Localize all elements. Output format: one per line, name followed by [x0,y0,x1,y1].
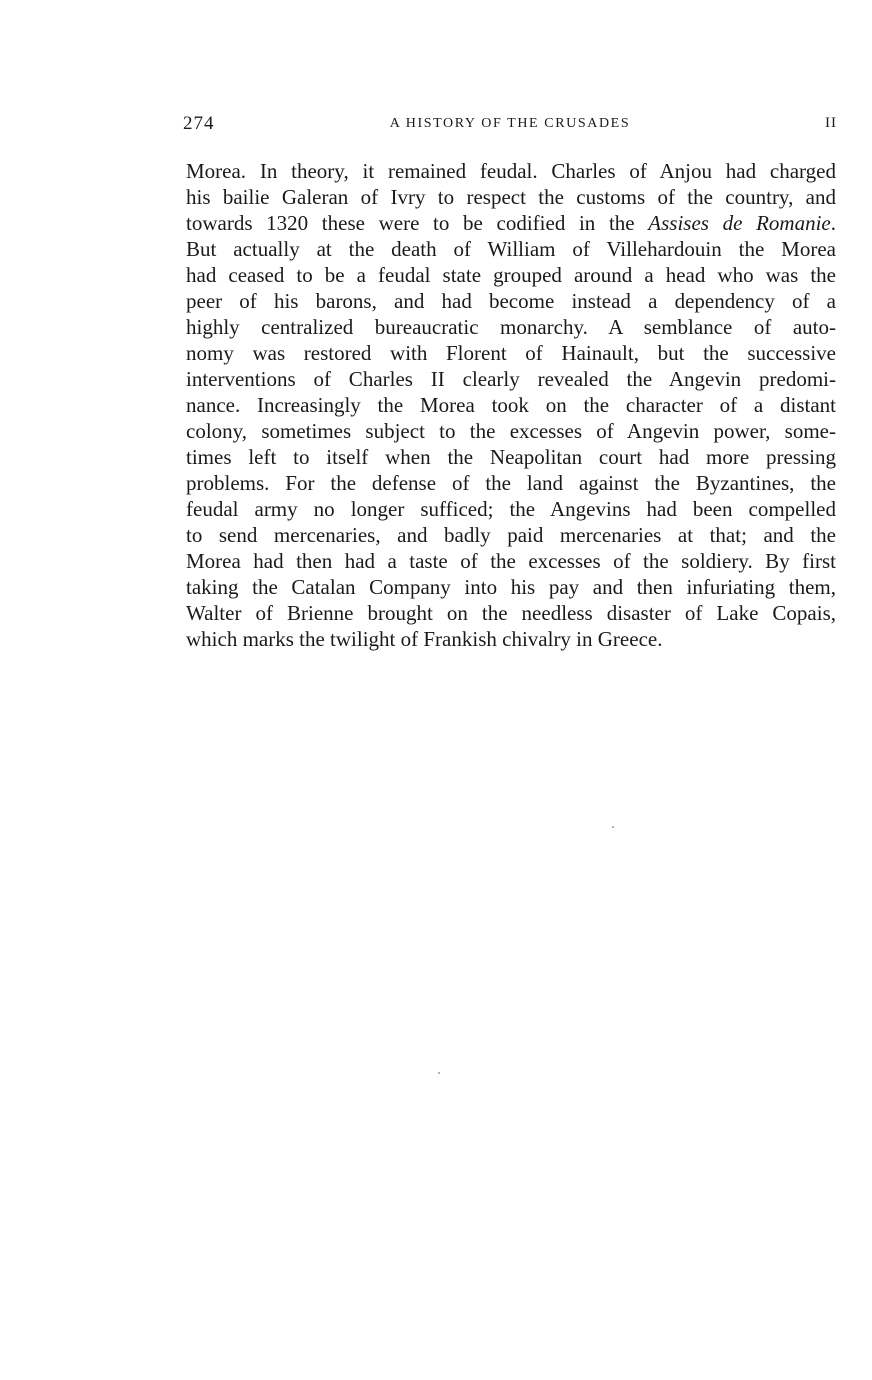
text-line: nance. Increasingly the Morea took on the character of a distant [186,393,836,417]
text-line: interventions of Charles II clearly revealed the Angevin predomi- [186,367,836,391]
text-line: colony, sometimes subject to the excesses of Angevin power, some- [186,419,836,443]
text-line: taking the Catalan Company into his pay and then infuriating them, [186,575,836,599]
text-line-segment: towards 1320 these were to be codified in the [186,211,635,235]
text-line: Walter of Brienne brought on the needless disaster of Lake Copais, [186,601,836,625]
text-line: But actually at the death of William of Villehardouin the Morea [186,237,836,261]
text-line: Morea. In theory, it remained feudal. Charles of Anjou had charged [186,159,836,183]
text-line: times left to itself when the Neapolitan court had more pressing [186,445,836,469]
text-line: peer of his barons, and had become instead a dependency of a [186,289,836,313]
running-head [183,113,837,137]
text-line: his bailie Galeran of Ivry to respect the customs of the country, and [186,185,836,209]
paper-speck [438,1072,440,1074]
running-title: A HISTORY OF THE CRUSADES [389,116,631,131]
text-line: to send mercenaries, and badly paid mercenaries at that; and the [186,523,836,547]
page-number: 274 [183,113,215,134]
text-line: feudal army no longer sufficed; the Angevins had been compelled [186,497,836,521]
italic-title: Assises de Romanie [648,211,831,235]
body-paragraph [186,158,836,652]
text-line: highly centralized bureaucratic monarchy. A semblance of auto- [186,315,836,339]
text-line-punctuation: . [830,211,836,235]
text-line: Morea had then had a taste of the excesses of the soldiery. By first [186,549,836,573]
chapter-number: II [825,115,837,131]
text-line [186,210,836,236]
text-line: had ceased to be a feudal state grouped around a head who was the [186,263,836,287]
text-line: problems. For the defense of the land against the Byzantines, the [186,471,836,495]
paper-speck [612,826,614,828]
text-line: nomy was restored with Florent of Hainault, but the successive [186,341,836,365]
text-line: which marks the twilight of Frankish chivalry in Greece. [186,627,663,651]
